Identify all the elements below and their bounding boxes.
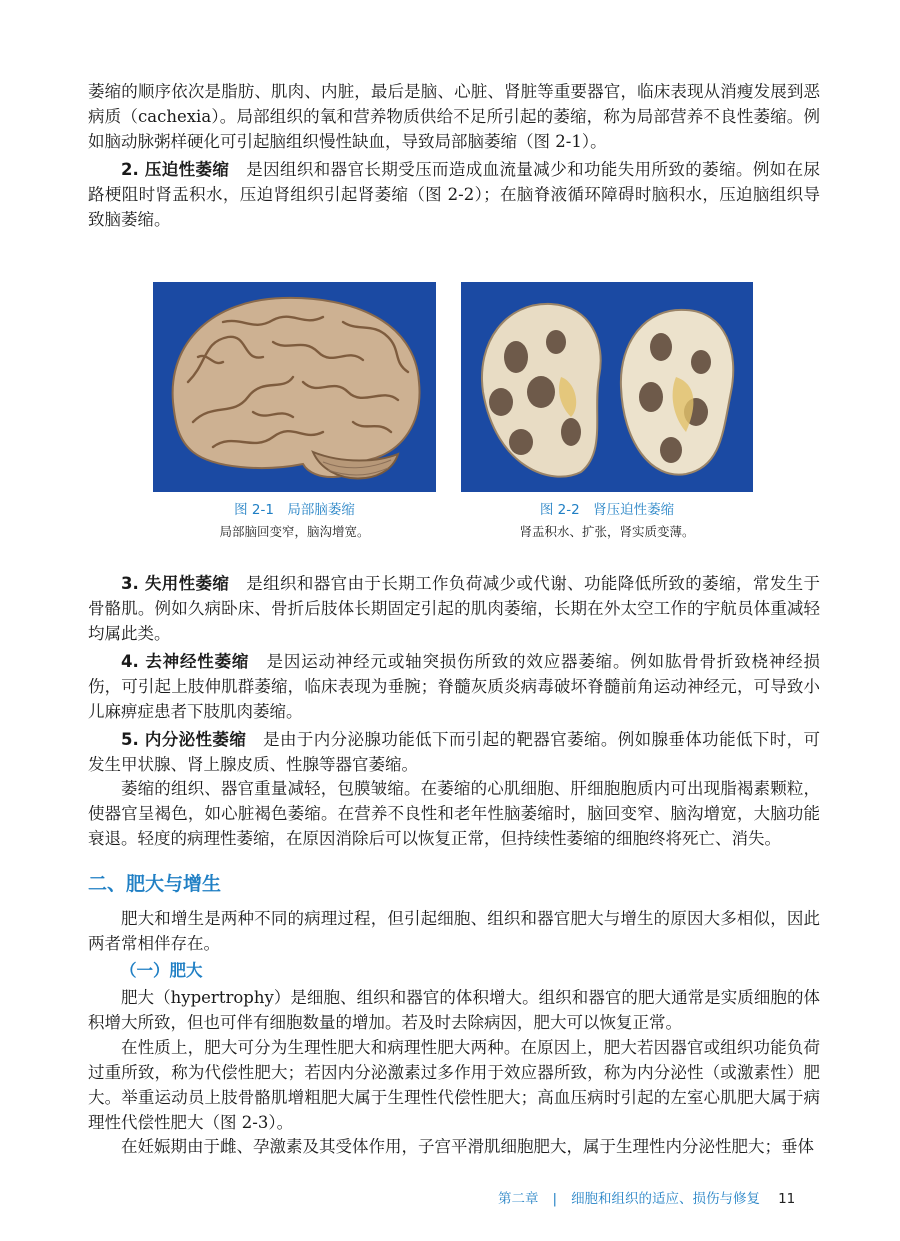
paragraph-atrophy-morphology: 萎缩的组织、器官重量减轻，包膜皱缩。在萎缩的心肌细胞、肝细胞胞质内可出现脂褐素颗粒，使器官呈褐色，如心脏褐色萎缩。在营养不良性和老年性脑萎缩时，脑回变窄、脑沟增宽，大脑功能衰退。轻度的病理性萎缩，在原因消除后可以恢复正常，但持续性萎缩的细胞终将死亡、消失。 (88, 779, 820, 848)
footer-chapter-title: 细胞和组织的适应、损伤与修复 (571, 1191, 761, 1207)
paragraph-pressure-atrophy (88, 157, 820, 232)
figure-1-title: 图 2-1 局部脑萎缩 (234, 502, 355, 518)
footer-chapter: 第二章 (498, 1191, 539, 1207)
brain-illustration (153, 282, 436, 492)
section-heading: 二、肥大与增生 (88, 873, 222, 895)
body-disuse-atrophy: 是组织和器官由于长期工作负荷减少或代谢、功能降低所致的萎缩，常发生于骨骼肌。例如久病卧床、骨折后肢体长期固定引起的肌肉萎缩，长期在外太空工作的宇航员体重减轻均属此类。 (88, 574, 821, 643)
body-pressure-atrophy: 是因组织和器官长期受压而造成血流量减少和功能失用所致的萎缩。例如在尿路梗阻时肾盂积水，压迫肾组织引起肾萎缩（图 2-2）；在脑脊液循环障碍时脑积水，压迫脑组织导致脑萎缩。 (88, 160, 821, 229)
paragraph-endocrine-atrophy (88, 727, 820, 777)
paragraph-hypertrophy-types: 在性质上，肥大可分为生理性肥大和病理性肥大两种。在原因上，肥大若因器官或组织功能负荷过重所致，称为代偿性肥大；若因内分泌激素过多作用于效应器所致，称为内分泌性（或激素性）肥大。举重运动员上肢骨骼肌增粗肥大属于生理性代偿性肥大；高血压病时引起的左室心肌肥大属于病理性代偿性肥大（图 2-3）。 (88, 1038, 820, 1132)
paragraph-hypertrophy-definition: 肥大（hypertrophy）是细胞、组织和器官的体积增大。组织和器官的肥大通常是实质细胞的体积增大所致，但也可伴有细胞数量的增加。若及时去除病因，肥大可以恢复正常。 (88, 988, 820, 1032)
footer-separator: | (552, 1191, 558, 1207)
lead-endocrine-atrophy: 5. 内分泌性萎缩 (121, 730, 247, 749)
body-endocrine-atrophy: 是由于内分泌腺功能低下而引起的靶器官萎缩。例如腺垂体功能低下时，可发生甲状腺、肾上腺皮质、性腺等器官萎缩。 (88, 730, 821, 774)
paragraph-denervation-atrophy (88, 649, 820, 724)
figure-brain-atrophy (153, 282, 436, 492)
paragraph-pregnancy-hypertrophy: 在妊娠期由于雌、孕激素及其受体作用，子宫平滑肌细胞肥大，属于生理性内分泌性肥大；垂体 (121, 1137, 814, 1156)
paragraph-hypertrophy-hyperplasia-intro: 肥大和增生是两种不同的病理过程，但引起细胞、组织和器官肥大与增生的原因大多相似，因此两者常相伴存在。 (88, 909, 820, 953)
figure-2-description: 肾盂积水、扩张，肾实质变薄。 (519, 524, 695, 539)
lead-pressure-atrophy: 2. 压迫性萎缩 (121, 160, 230, 179)
page-footer (498, 1189, 828, 1209)
paragraph-disuse-atrophy (88, 571, 820, 646)
page-number: 11 (778, 1191, 796, 1207)
paragraph-atrophy-order: 萎缩的顺序依次是脂肪、肌肉、内脏，最后是脑、心脏、肾脏等重要器官，临床表现从消瘦发展到恶病质（cachexia）。局部组织的氧和营养物质供给不足所引起的萎缩，称为局部营养不良性萎缩。例如脑动脉粥样硬化可引起脑组织慢性缺血，导致局部脑萎缩（图 2-1）。 (88, 82, 820, 151)
body-denervation-atrophy: 是因运动神经元或轴突损伤所致的效应器萎缩。例如肱骨骨折致桡神经损伤，可引起上肢伸肌群萎缩，临床表现为垂腕；脊髓灰质炎病毒破坏脊髓前角运动神经元，可导致小儿麻痹症患者下肢肌肉萎缩。 (88, 652, 821, 721)
sub-heading: （一）肥大 (120, 961, 203, 980)
lead-disuse-atrophy: 3. 失用性萎缩 (121, 574, 230, 593)
figure-2-title: 图 2-2 肾压迫性萎缩 (539, 502, 675, 518)
figure-kidney-atrophy (461, 282, 753, 492)
kidney-illustration (461, 282, 753, 492)
figure-1-description: 局部脑回变窄，脑沟增宽。 (219, 524, 370, 539)
lead-denervation-atrophy: 4. 去神经性萎缩 (121, 652, 250, 671)
